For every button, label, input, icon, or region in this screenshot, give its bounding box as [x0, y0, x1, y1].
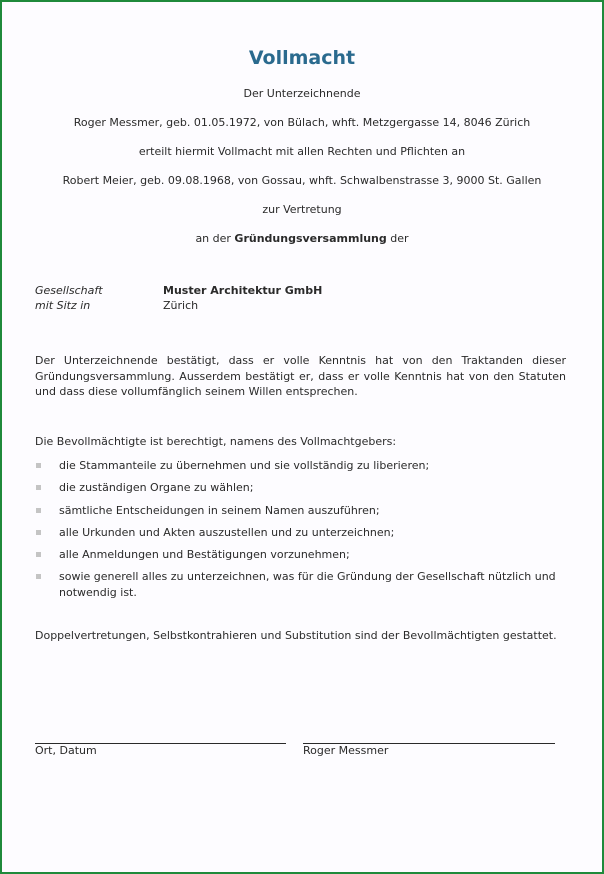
list-item-text: die Stammanteile zu übernehmen und sie vollständig zu liberieren; — [59, 459, 430, 472]
intro-line-5: zur Vertretung — [262, 203, 342, 216]
authorization-intro: Die Bevollmächtigte ist berechtigt, namens des Vollmachtgebers: — [35, 435, 397, 448]
document-title: Vollmacht — [248, 47, 356, 69]
list-item-text: sämtliche Entscheidungen in seinem Namen auszuführen; — [59, 503, 380, 517]
bullet-icon — [36, 485, 41, 490]
assembly-prefix: an der — [195, 232, 235, 245]
list-item — [35, 525, 566, 541]
seat-row — [35, 298, 575, 313]
list-item — [35, 503, 566, 519]
bullet-icon — [36, 530, 41, 535]
place-date-label: Ort, Datum — [35, 744, 97, 757]
list-item — [35, 569, 566, 600]
bullet-icon — [36, 552, 41, 557]
list-item-text: alle Anmeldungen und Bestätigungen vorzunehmen; — [59, 548, 350, 562]
list-item — [35, 480, 566, 496]
closing-paragraph: Doppelvertretungen, Selbstkontrahieren und Substitution sind der Bevollmächtigten gestattet. — [35, 629, 557, 642]
company-name: Muster Architektur GmbH — [163, 284, 323, 297]
bullet-icon — [36, 508, 41, 513]
bullet-icon — [36, 574, 41, 579]
list-item-text: alle Urkunden und Akten auszustellen und zu unterzeichnen; — [59, 525, 395, 539]
assembly-emphasis: Gründungsversammlung — [234, 232, 387, 245]
seat-label: mit Sitz in — [35, 299, 91, 312]
confirmation-paragraph: Der Unterzeichnende bestätigt, dass er volle Kenntnis hat von den Traktanden dieser Gründungsversammlung. Ausserdem bestätigt er, dass er volle Kenntnis hat von den Statuten und dass diese vollumfänglich seinem Willen entsprechen. — [35, 354, 566, 398]
assembly-line — [2, 232, 602, 246]
company-row — [35, 283, 575, 298]
list-item — [35, 547, 566, 563]
intro-line-2: Roger Messmer, geb. 01.05.1972, von Bülach, whft. Metzgergasse 14, 8046 Zürich — [73, 116, 531, 129]
list-item — [35, 458, 566, 474]
company-block — [35, 283, 575, 313]
list-item-text: die zuständigen Organe zu wählen; — [59, 481, 254, 495]
seat-value: Zürich — [163, 299, 199, 312]
company-label: Gesellschaft — [35, 284, 103, 297]
signatory-name: Roger Messmer — [303, 744, 389, 757]
intro-line-3: erteilt hiermit Vollmacht mit allen Rechten und Pflichten an — [138, 145, 466, 158]
authorization-list — [35, 458, 566, 607]
bullet-icon — [36, 463, 41, 468]
intro-line-4: Robert Meier, geb. 09.08.1968, von Gossau, whft. Schwalbenstrasse 3, 9000 St. Gallen — [62, 174, 542, 187]
intro-line-1: Der Unterzeichnende — [243, 87, 361, 100]
assembly-suffix: der — [386, 232, 409, 245]
list-item-text: sowie generell alles zu unterzeichnen, was für die Gründung der Gesellschaft nützlich und notwendig ist. — [59, 570, 556, 599]
